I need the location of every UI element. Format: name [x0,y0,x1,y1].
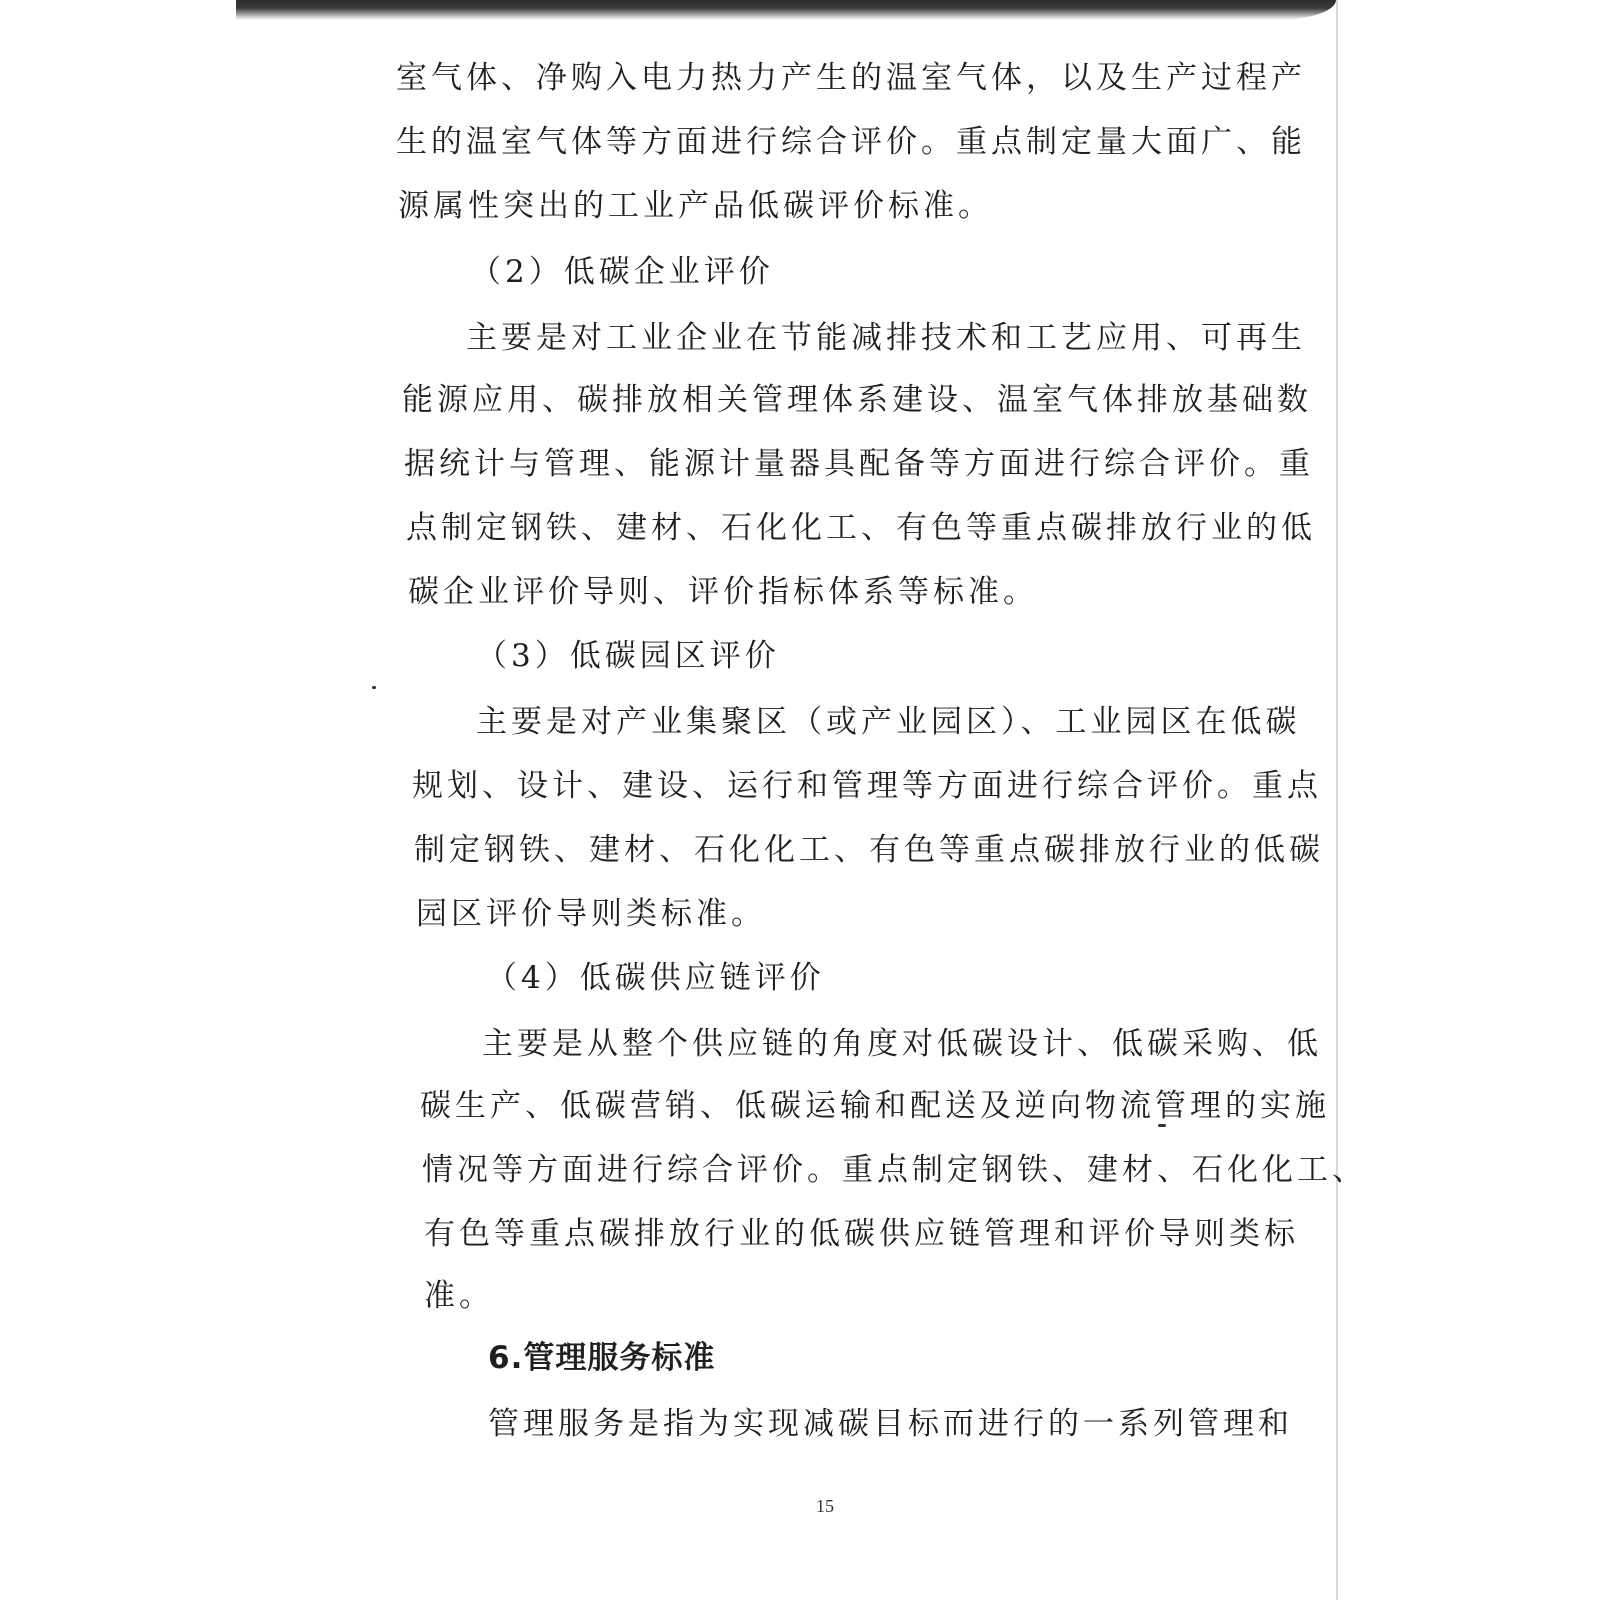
scan-speck [372,686,376,689]
text-line: 有色等重点碳排放行业的低碳供应链管理和评价导则类标 [424,1216,1299,1252]
text-line: 点制定钢铁、建材、石化化工、有色等重点碳排放行业的低 [406,510,1316,546]
section-heading-management-service: 6.管理服务标准 [488,1340,716,1376]
subheading-low-carbon-enterprise: （2）低碳企业评价 [470,254,774,290]
text-line: 室气体、净购入电力热力产生的温室气体，以及生产过程产 [396,60,1306,96]
text-line: 主要是对产业集聚区（或产业园区）、工业园区在低碳 [476,704,1301,740]
text-line: 主要是对工业企业在节能减排技术和工艺应用、可再生 [466,320,1306,356]
text-line: 情况等方面进行综合评价。重点制定钢铁、建材、石化化工、 [422,1152,1367,1188]
scan-speck [1158,1124,1166,1127]
text-line: 管理服务是指为实现减碳目标而进行的一系列管理和 [488,1406,1293,1442]
page-right-edge [1336,0,1338,1600]
text-line: 生的温室气体等方面进行综合评价。重点制定量大面广、能 [396,124,1306,160]
subheading-low-carbon-park: （3）低碳园区评价 [476,638,780,674]
text-line: 源属性突出的工业产品低碳评价标准。 [398,188,993,224]
document-page [236,0,1367,1600]
text-line: 规划、设计、建设、运行和管理等方面进行综合评价。重点 [412,768,1322,804]
text-line: 准。 [424,1278,494,1314]
text-line: 园区评价导则类标准。 [416,896,766,932]
text-line: 主要是从整个供应链的角度对低碳设计、低碳采购、低 [482,1026,1322,1062]
subheading-low-carbon-supply-chain: （4）低碳供应链评价 [486,960,825,996]
text-line: 碳企业评价导则、评价指标体系等标准。 [408,574,1038,610]
text-line: 据统计与管理、能源计量器具配备等方面进行综合评价。重 [404,446,1314,482]
text-line: 制定钢铁、建材、石化化工、有色等重点碳排放行业的低碳 [414,832,1324,868]
text-line: 碳生产、低碳营销、低碳运输和配送及逆向物流管理的实施 [420,1088,1330,1124]
text-line: 能源应用、碳排放相关管理体系建设、温室气体排放基础数 [402,382,1312,418]
page-number: 15 [816,1496,834,1516]
